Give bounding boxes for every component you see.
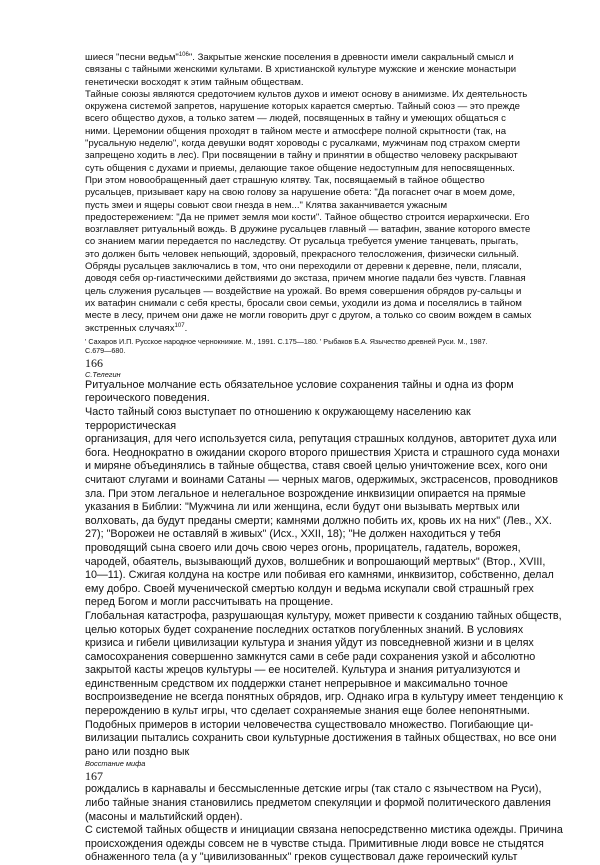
book-page [85,52,563,865]
running-head-title: Восстание мифа [85,759,146,769]
footnote-ref-107: 107 [174,322,185,329]
page-number-167: 167 [85,769,103,784]
text-block-middle: Ритуальное молчание есть обязательное условие сохранения тайны и одна из форм героического поведения. Часто тайный союз выступает по отношению к окружающему населению как террористическая организация, для чего используется сила, репутация страшных колдунов, авторитет духа или бога. Неоднократно в ожидании скорого второго пришествия Христа и страшного суда монахи и миряне объединялись в тайные общества, ставя своей целью уничтожение всех, кого они считают слугами и воинами Сатаны — черных магов, одержимых, экстрасенсов, проводников зла. При этом легальное и нелегальное возрождение инквизиции опирается на прямые указания в Библии: "Мужчина ли или женщина, если будут они вызывать мертвых или волховать, да будут преданы смерти; камнями должно побить их, кровь их на них" (Лев., XX. 27); "Ворожеи не оставляй в живых" (Исх., XXII, 18); "Не должен находиться у тебя проводящий сына своего или дочь свою через огонь, прорицатель, гадатель, ворожея, чародей, обаятель, вызывающий духов, волшебник и вопрошающий мертвых" (Втор., XVIII, 10—11). Сжигая колдуна на костре или побивая его камнями, инквизитор, собственно, делал ему добро. Своей мученической смертью колдун и ведьма искупали свой страшный грех перед Богом и могли рассчитывать на прощение. Глобальная катастрофа, разрушающая культуру, может привести к созданию тайных обществ, целью которых будет сохранение последних остатков погубленных знаний. В условиях кризиса и гибели цивилизации культура и знания уйдут из повседневной жизни и в целях самосохранения совершенно замкнутся сами в себе ради сохранения узкой и абсолютно закрытой касты жрецов культуры — ее носителей. Культура и знания ритуализуются и единственным средством их поддержки станет непрерывное и максимально точное воспроизведение не всегда понятных обрядов, игр. Однако игра в культуру имеет тенденцию к перерождению в культ игры, что сделает сохраняемые знания еще более непонятными. Подобных примеров в истории человечества существовало множество. Погибающие ци- вилизации пытались сохранить свои культурные достижения в тайных обществах, но все они рано или поздно вык [85,378,563,758]
footnote-ref-106: 106 [178,51,189,58]
page-number-166: 166 [85,355,103,370]
text-block-top: шиеся "песни ведьм"$^{106}$". Закрытые женские поселения в древности имели сакральный смысл и связаны с тайными женскими культами. В христианской культуре мужские и женские монастыри генетически восходят к этим тайным обществам. Тайные союзы являются средоточием культов духов и имеют основу в анимизме. Их деятельность окружена системой запретов, нарушение которых карается смертью. Тайный союз — это прежде всего общество духов, а только затем — людей, посвященных в тайну и умеющих общаться с ними. Церемонии общения проходят в тайном месте и атмосфере полной скрытности (так, на "русальную неделю", когда девушки водят хороводы с русалками, мужчинам под страхом смерти запрещено ходить в лес). При посвящении в тайну и принятии в общество человеку раскрывают суть общения с духами и приемы, делающие такое общение недоступным для непосвященных. При этом новообращенный дает страшную клятву. Так, посвящаемый в тайное общество русальцев, призывает кару на свою голову за нарушение обета: "Да погаснет очаг в моем доме, пусть змеи и ящеры совьют свои гнезда в нем..." Клятва заканчивается ужасным предостережением: "Да не примет земля мои кости". Тайное общество строится иерархически. Его возглавляет ритуальный вождь. В дружине русальцев главный — ватафин, звание которого вместе со знанием магии передается по наследству. От русальца требуется умение танцевать, прыгать, это должен быть человек непьющий, здоровый, прекрасного телосложения, физически сильный. Обряды русальцев заключались в том, что они переходили от деревни к деревне, пели, плясали, доводя себя ор-гиастическими действиями до экстаза, причем многие падали без чувств. Главная цель служения русальцев — воздействие на урожай. Во время совершения обрядов ру-сальцы и их ватафин снимали с себя кресты, бросали свои семьи, уходили из дома и поселялись в тайном месте в лесу, причем они даже не могли говорить друг с другом, а только со своим вождем в самых экстренных случаях$^{107}$. [85,51,532,334]
running-head-author: С.Телегин [85,369,121,379]
footnotes: ' Сахаров И.П. Русское народное чернокнижие. М., 1991. С.175—180. ' Рыбаков Б.А. Язычество древней Руси. М., 1987. С.679—680. [85,336,488,355]
text-block-bottom: рождались в карнавалы и бессмысленные детские игры (так стало с язычеством на Руси), либо тайные знания становились предметом спекуляции и формой политического давления (масоны и мальтийский орден). С системой тайных обществ и инициации связана непосредственно мистика одежды. Причина происхождения одежды совсем не в чувстве стыда. Примитивные люди вовсе не стыдятся обнаженного тела (а у "цивилизованных" греков существовал даже героический культ [85,783,563,864]
